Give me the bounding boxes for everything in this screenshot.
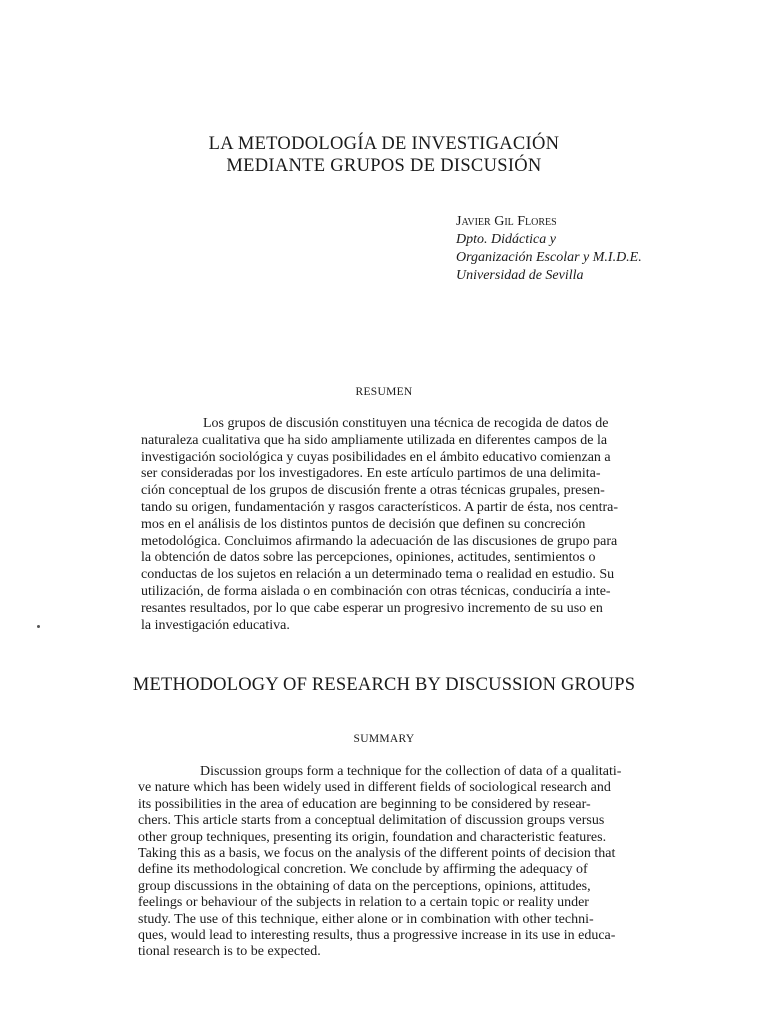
resumen-abstract (141, 416, 668, 634)
summary-line: chers. This article starts from a conceptual delimitation of discussion groups versus (138, 813, 605, 829)
summary-abstract (138, 764, 668, 961)
summary-line: define its methodological concretion. We conclude by affirming the adequacy of (138, 862, 588, 878)
summary-heading: SUMMARY (353, 733, 415, 745)
abstract-line: resantes resultados, por lo que cabe esperar un progresivo incremento de su uso en (141, 600, 603, 616)
abstract-line: Los grupos de discusión constituyen una técnica de recogida de datos de (203, 416, 609, 431)
summary-line: Taking this as a basis, we focus on the analysis of the different points of decision that (138, 846, 616, 862)
author-affiliation-line: Dpto. Didáctica y (456, 232, 556, 247)
author-block (456, 213, 642, 285)
summary-line: other group techniques, presenting its origin, foundation and characteristic features. (138, 829, 607, 845)
author-name: Javier Gil Flores (456, 214, 557, 229)
summary-line: its possibilities in the area of education are beginning to be considered by resear- (138, 796, 591, 812)
summary-line: group discussions in the obtaining of data on the perceptions, opinions, attitudes, (138, 878, 591, 894)
abstract-line: ser consideradas por los investigadores. En este artículo partimos de una delimita- (141, 466, 601, 482)
summary-line: ve nature which has been widely used in different fields of sociological research and (138, 780, 611, 796)
author-affiliation-line: Universidad de Sevilla (456, 268, 584, 283)
abstract-line: la obtención de datos sobre las percepciones, opiniones, actitudes, sentimientos o (141, 550, 596, 566)
abstract-line: mos en el análisis de los distintos puntos de decisión que definen su concreción (141, 516, 586, 532)
summary-line: tional research is to be expected. (138, 944, 321, 960)
paper-title-line-2: MEDIANTE GRUPOS DE DISCUSIÓN (226, 156, 542, 176)
summary-line: feelings or behaviour of the subjects in relation to a certain topic or reality under (138, 895, 589, 911)
scan-speck (37, 625, 40, 628)
summary-line: study. The use of this technique, either alone or in combination with other techni- (138, 911, 594, 927)
abstract-line: ción conceptual de los grupos de discusión frente a otras técnicas grupales, presen- (141, 483, 605, 499)
abstract-line: investigación sociológica y cuyas posibilidades en el ámbito educativo comienzan a (141, 449, 611, 465)
resumen-heading: RESUMEN (355, 386, 413, 398)
paper-title (0, 133, 768, 177)
abstract-line: metodológica. Concluimos afirmando la adecuación de las discusiones de grupo para (141, 533, 618, 549)
paper-title-line-1: LA METODOLOGÍA DE INVESTIGACIÓN (208, 134, 560, 154)
summary-line: Discussion groups form a technique for the collection of data of a qualitati- (200, 764, 622, 779)
abstract-line: conductas de los sujetos en relación a un determinado tema o realidad en estudio. Su (141, 567, 615, 583)
english-title: METHODOLOGY OF RESEARCH BY DISCUSSION GROUPS (132, 675, 636, 695)
abstract-line: naturaleza cualitativa que ha sido ampliamente utilizada en diferentes campos de la (141, 432, 608, 448)
summary-line: ques, would lead to interesting results, thus a progressive increase in its use in educa- (138, 928, 616, 944)
author-affiliation-line: Organización Escolar y M.I.D.E. (456, 250, 642, 265)
abstract-line: utilización, de forma aislada o en combinación con otras técnicas, conduciría a inte- (141, 583, 611, 599)
abstract-line: tando su origen, fundamentación y rasgos característicos. A partir de ésta, nos centra- (141, 499, 619, 515)
abstract-line: la investigación educativa. (141, 617, 290, 633)
